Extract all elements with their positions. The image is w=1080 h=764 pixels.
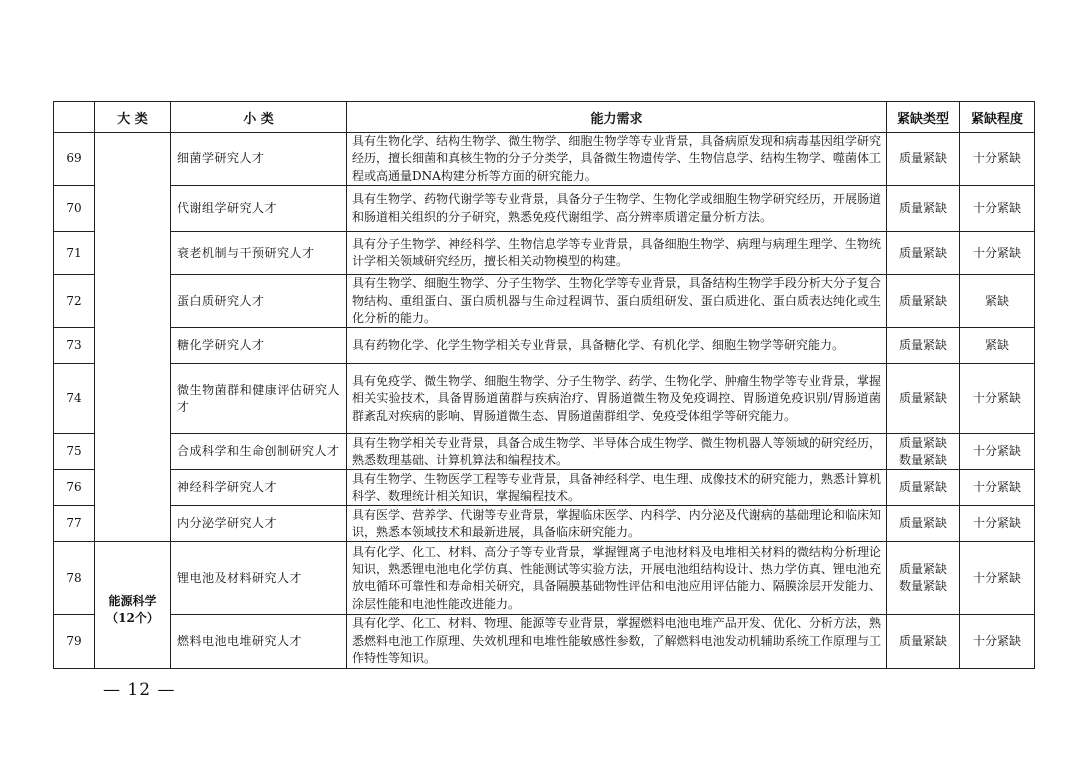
shortage-type-label: 质量紧缺 bbox=[898, 245, 947, 260]
subcategory-cell: 神经科学研究人才 bbox=[171, 470, 347, 506]
table-row bbox=[54, 232, 1035, 275]
shortage-type-cell bbox=[887, 542, 960, 615]
ability-description-cell: 具有医学、营养学、代谢等专业背景，掌握临床医学、内科学、内分泌及代谢病的基础理论和临床知识，熟悉本领域技术和最新进展，具备临床研究能力。 bbox=[347, 506, 887, 542]
table-row bbox=[54, 506, 1035, 542]
header-number bbox=[54, 102, 95, 133]
ability-description-cell: 具有生物学、生物医学工程等专业背景，具备神经科学、电生理、成像技术的研究能力，熟悉计算机科学、数理统计相关知识，掌握编程技术。 bbox=[347, 470, 887, 506]
subcategory-cell: 蛋白质研究人才 bbox=[171, 275, 347, 328]
subcategory-cell: 锂电池及材料研究人才 bbox=[171, 542, 347, 615]
ability-description-cell: 具有药物化学、化学生物学相关专业背景，具备糖化学、有机化学、细胞生物学等研究能力。 bbox=[347, 328, 887, 364]
subcategory-cell: 合成科学和生命创制研究人才 bbox=[171, 434, 347, 470]
ability-description-cell: 具有生物化学、结构生物学、微生物学、细胞生物学等专业背景，具备病原发现和病毒基因组学研究经历，擅长细菌和真核生物的分子分类学，具备微生物遗传学、生物信息学、结构生物学、噬菌体工程或高通量DNA构建分析等方面的研究能力。 bbox=[347, 133, 887, 186]
shortage-type-label: 质量紧缺 bbox=[898, 201, 947, 216]
shortage-type-label: 质量紧缺 bbox=[898, 516, 947, 531]
row-number: 74 bbox=[54, 364, 95, 434]
shortage-degree-cell: 十分紧缺 bbox=[960, 542, 1035, 615]
ability-description-cell: 具有化学、化工、材料、高分子等专业背景，掌握锂离子电池材料及电堆相关材料的微结构分析理论知识，熟悉锂电池电化学仿真、性能测试等实验方法，开展电池组结构设计、热力学仿真、锂电池充放电循环可靠性和寿命相关研究，具备隔膜基础物性评估和电池应用评估能力、隔膜涂层开发能力、涂层性能和电池性能改进能力。 bbox=[347, 542, 887, 615]
table-row bbox=[54, 542, 1035, 615]
shortage-type-label: 质量紧缺 bbox=[898, 435, 947, 450]
shortage-type-label: 质量紧缺 bbox=[898, 151, 947, 166]
subcategory-cell: 燃料电池电堆研究人才 bbox=[171, 615, 347, 668]
page-number: — 12 — bbox=[103, 680, 176, 700]
table-row bbox=[54, 615, 1035, 668]
row-number: 72 bbox=[54, 275, 95, 328]
shortage-type-cell bbox=[887, 506, 960, 542]
shortage-type-label: 质量紧缺 bbox=[898, 293, 947, 308]
table-body bbox=[54, 133, 1035, 669]
shortage-type-cell bbox=[887, 615, 960, 668]
shortage-type-cell bbox=[887, 470, 960, 506]
ability-description-cell: 具有生物学、药物代谢学等专业背景，具备分子生物学、生物化学或细胞生物学研究经历，开展肠道和肠道相关组织的分子研究，熟悉免疫代谢组学、高分辨率质谱定量分析方法。 bbox=[347, 186, 887, 232]
table-row bbox=[54, 133, 1035, 186]
shortage-degree-cell: 十分紧缺 bbox=[960, 133, 1035, 186]
row-number: 71 bbox=[54, 232, 95, 275]
header-shortage-type: 紧缺类型 bbox=[887, 102, 960, 133]
row-number: 70 bbox=[54, 186, 95, 232]
row-number: 79 bbox=[54, 615, 95, 668]
shortage-type-label: 质量紧缺 bbox=[898, 562, 947, 577]
row-number: 77 bbox=[54, 506, 95, 542]
row-number: 76 bbox=[54, 470, 95, 506]
table-header-row bbox=[54, 102, 1035, 133]
shortage-type-cell bbox=[887, 434, 960, 470]
row-number: 73 bbox=[54, 328, 95, 364]
shortage-degree-cell: 十分紧缺 bbox=[960, 470, 1035, 506]
ability-description-cell: 具有免疫学、微生物学、细胞生物学、分子生物学、药学、生物化学、肿瘤生物学等专业背景，掌握相关实验技术，具备胃肠道菌群与疾病治疗、胃肠道微生物及免疫调控、胃肠道免疫识别/胃肠道菌群紊乱对疾病的影响、胃肠道微生态、胃肠道菌群组学、免疫受体组学等研究能力。 bbox=[347, 364, 887, 434]
ability-description-cell: 具有生物学相关专业背景，具备合成生物学、半导体合成生物学、微生物机器人等领域的研究经历，熟悉数理基础、计算机算法和编程技术。 bbox=[347, 434, 887, 470]
ability-description-cell: 具有化学、化工、材料、物理、能源等专业背景，掌握燃料电池电堆产品开发、优化、分析方法，熟悉燃料电池工作原理、失效机理和电堆性能敏感性参数，了解燃料电池发动机辅助系统工作原理与工作特性等知识。 bbox=[347, 615, 887, 668]
category-cell-blank bbox=[95, 133, 171, 542]
header-subcategory: 小 类 bbox=[171, 102, 347, 133]
shortage-type-label: 数量紧缺 bbox=[898, 452, 947, 467]
table-row bbox=[54, 275, 1035, 328]
ability-description-cell: 具有分子生物学、神经科学、生物信息学等专业背景，具备细胞生物学、病理与病理生理学、生物统计学相关领域研究经历，擅长相关动物模型的构建。 bbox=[347, 232, 887, 275]
subcategory-cell: 微生物菌群和健康评估研究人才 bbox=[171, 364, 347, 434]
row-number: 75 bbox=[54, 434, 95, 470]
category-cell-energy bbox=[95, 542, 171, 668]
shortage-type-cell bbox=[887, 232, 960, 275]
category-count: （12个） bbox=[106, 611, 159, 626]
shortage-degree-cell: 十分紧缺 bbox=[960, 434, 1035, 470]
subcategory-cell: 糖化学研究人才 bbox=[171, 328, 347, 364]
row-number: 78 bbox=[54, 542, 95, 615]
shortage-type-cell bbox=[887, 275, 960, 328]
table-row bbox=[54, 186, 1035, 232]
header-ability: 能力需求 bbox=[347, 102, 887, 133]
shortage-degree-cell: 十分紧缺 bbox=[960, 506, 1035, 542]
shortage-type-cell bbox=[887, 186, 960, 232]
shortage-degree-cell: 十分紧缺 bbox=[960, 186, 1035, 232]
shortage-degree-cell: 十分紧缺 bbox=[960, 615, 1035, 668]
shortage-type-label: 质量紧缺 bbox=[898, 338, 947, 353]
shortage-type-label: 质量紧缺 bbox=[898, 391, 947, 406]
shortage-degree-cell: 十分紧缺 bbox=[960, 232, 1035, 275]
table-row bbox=[54, 364, 1035, 434]
header-category: 大 类 bbox=[95, 102, 171, 133]
shortage-degree-cell: 紧缺 bbox=[960, 275, 1035, 328]
shortage-type-cell bbox=[887, 364, 960, 434]
header-shortage-degree: 紧缺程度 bbox=[960, 102, 1035, 133]
shortage-degree-cell: 十分紧缺 bbox=[960, 364, 1035, 434]
subcategory-cell: 代谢组学研究人才 bbox=[171, 186, 347, 232]
subcategory-cell: 内分泌学研究人才 bbox=[171, 506, 347, 542]
shortage-degree-cell: 紧缺 bbox=[960, 328, 1035, 364]
table-row bbox=[54, 434, 1035, 470]
shortage-type-cell bbox=[887, 133, 960, 186]
row-number: 69 bbox=[54, 133, 95, 186]
table-row bbox=[54, 470, 1035, 506]
table-row bbox=[54, 328, 1035, 364]
shortage-type-label: 数量紧缺 bbox=[898, 579, 947, 594]
shortage-type-label: 质量紧缺 bbox=[898, 633, 947, 648]
category-name: 能源科学 bbox=[108, 593, 157, 608]
ability-description-cell: 具有生物学、细胞生物学、分子生物学、生物化学等专业背景，具备结构生物学手段分析大分子复合物结构、重组蛋白、蛋白质机器与生命过程调节、蛋白质组研发、蛋白质进化、蛋白质表达纯化或生化分析的能力。 bbox=[347, 275, 887, 328]
subcategory-cell: 衰老机制与干预研究人才 bbox=[171, 232, 347, 275]
shortage-type-cell bbox=[887, 328, 960, 364]
subcategory-cell: 细菌学研究人才 bbox=[171, 133, 347, 186]
shortage-type-label: 质量紧缺 bbox=[898, 480, 947, 495]
talent-table bbox=[53, 101, 1035, 669]
